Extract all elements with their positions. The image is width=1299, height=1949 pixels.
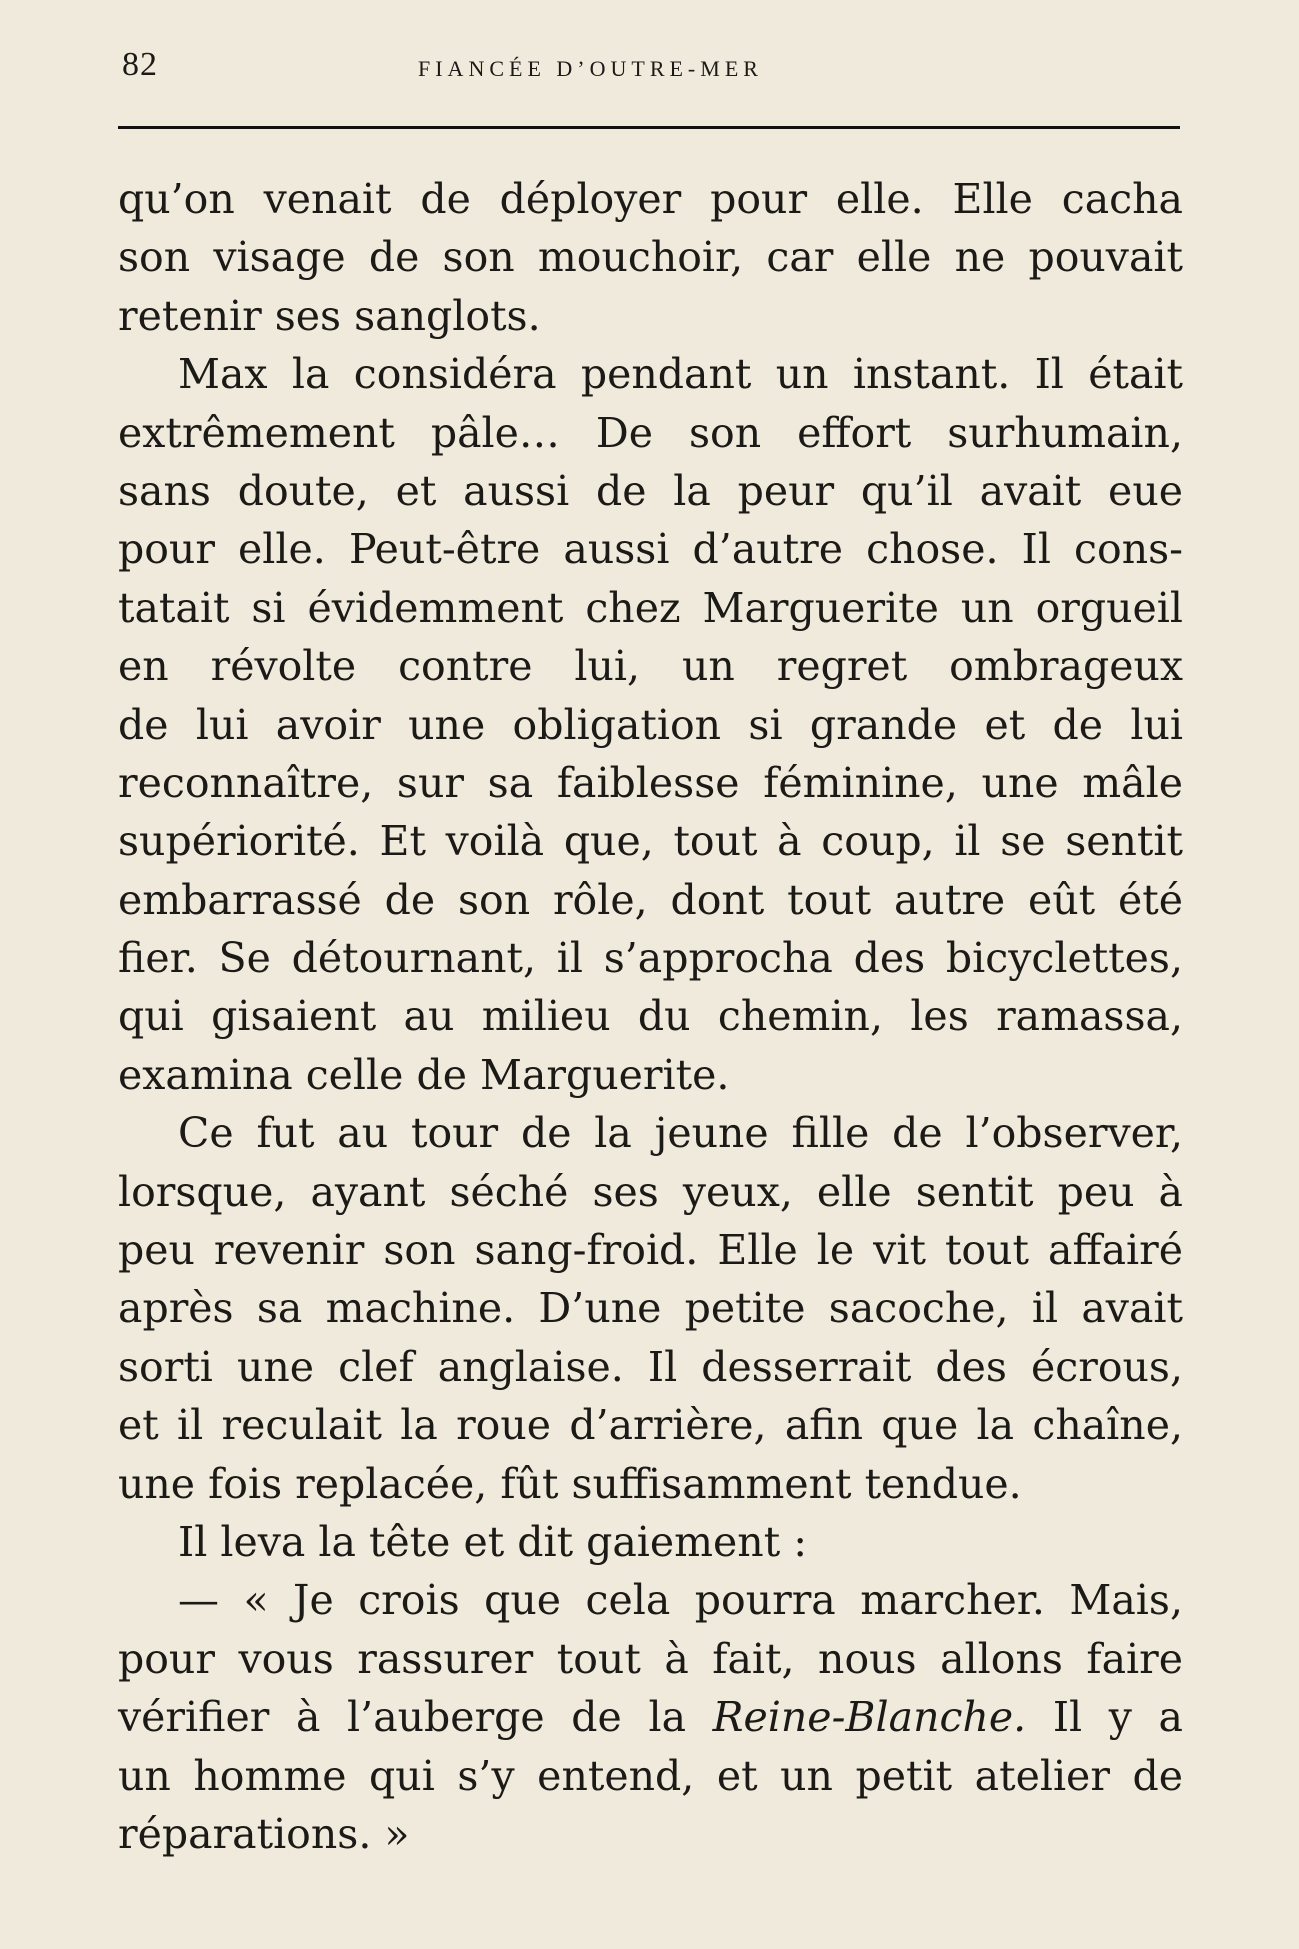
text-line: pour elle. Peut-être aussi d’autre chose. Il cons- (118, 525, 1183, 574)
body-text (118, 170, 1183, 1863)
text-line: supériorité. Et voilà que, tout à coup, il se sentit (118, 817, 1183, 866)
page-number: 82 (122, 46, 158, 83)
text-line: fier. Se détournant, il s’approcha des bicyclettes, (118, 934, 1183, 983)
text-line: sorti une clef anglaise. Il desserrait des écrous, (118, 1342, 1183, 1391)
text-line: lorsque, ayant séché ses yeux, elle sentit peu à (118, 1167, 1183, 1216)
text-line: qui gisaient au milieu du chemin, les ramassa, (118, 992, 1183, 1041)
text-line: en révolte contre lui, un regret ombrageux (118, 642, 1183, 691)
header-rule (118, 126, 1180, 129)
text-line: retenir ses sanglots. (118, 291, 541, 340)
text-line: après sa machine. D’une petite sacoche, il avait (118, 1284, 1183, 1333)
text-line: — « Je crois que cela pourra marcher. Mais, (178, 1576, 1183, 1625)
text-line: réparations. » (118, 1809, 410, 1858)
text-line: Il leva la tête et dit gaiement : (178, 1517, 808, 1566)
inn-name-italic: Reine-Blanche. (712, 1693, 1027, 1742)
text-line: extrêmement pâle… De son effort surhumain, (118, 408, 1183, 457)
text-line: Ce fut au tour de la jeune fille de l’observer, (178, 1109, 1183, 1158)
text-line: Max la considéra pendant un instant. Il était (178, 350, 1183, 399)
text-line: un homme qui s’y entend, et un petit atelier de (118, 1751, 1183, 1800)
text-line: reconnaître, sur sa faiblesse féminine, une mâle (118, 758, 1183, 807)
running-title: FIANCÉE D’OUTRE-MER (418, 56, 763, 81)
text-line: sans doute, et aussi de la peur qu’il avait eue (118, 466, 1183, 515)
text-line: qu’on venait de déployer pour elle. Elle cacha (118, 175, 1183, 223)
text-line: pour vous rassurer tout à fait, nous allons faire (118, 1634, 1183, 1683)
text-line: et il reculait la roue d’arrière, afin que la chaîne, (118, 1401, 1183, 1450)
text-line: une fois replacée, fût suffisamment tendue. (118, 1459, 1022, 1508)
text-line: examina celle de Marguerite. (118, 1050, 730, 1099)
text-line: embarrassé de son rôle, dont tout autre eût été (118, 875, 1183, 924)
text-line (118, 1688, 1183, 1746)
text-line: tatait si évidemment chez Marguerite un orgueil (118, 583, 1183, 632)
text-run: vérifier à l’auberge de la (118, 1693, 713, 1742)
text-run: Il y a (1026, 1693, 1184, 1742)
text-line: de lui avoir une obligation si grande et de lui (118, 700, 1183, 749)
text-line: son visage de son mouchoir, car elle ne pouvait (118, 233, 1183, 282)
page-header (118, 40, 1179, 90)
text-line: peu revenir son sang-froid. Elle le vit tout affairé (118, 1226, 1183, 1275)
